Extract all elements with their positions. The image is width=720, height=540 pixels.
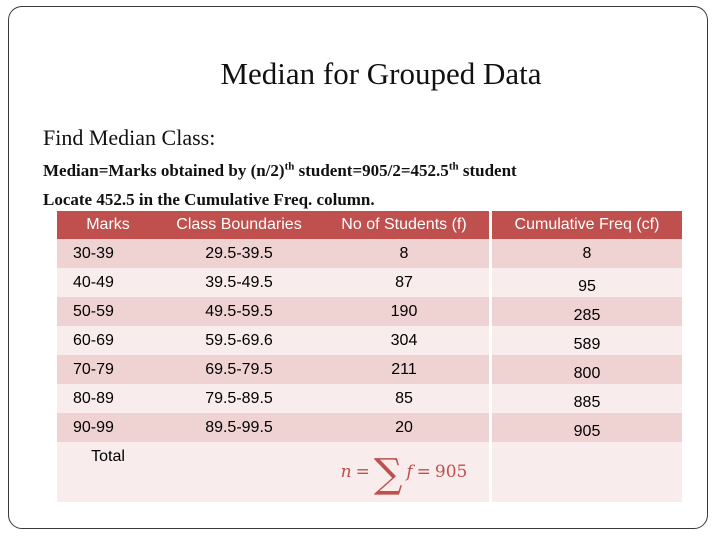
- cell-class-boundaries: 49.5-59.5: [159, 297, 319, 326]
- cell-marks: 30-39: [57, 239, 159, 268]
- cell-cumulative-freq: 285: [491, 297, 683, 326]
- cell-frequency: 87: [319, 268, 491, 297]
- cell-cumulative-freq: 8: [491, 239, 683, 268]
- cell-marks: 70-79: [57, 355, 159, 384]
- sum-formula: n = ∑ f = 905: [340, 451, 468, 497]
- table-row: [57, 413, 682, 442]
- step-heading: Find Median Class:: [43, 125, 216, 150]
- cell-cumulative-freq: 95: [491, 268, 683, 297]
- cell-class-boundaries: 79.5-89.5: [159, 384, 319, 413]
- table-header-row: [57, 211, 682, 239]
- slide-title: Median for Grouped Data: [220, 56, 542, 91]
- header-class-boundaries: Class Boundaries: [159, 211, 319, 239]
- cell-class-boundaries: 59.5-69.6: [159, 326, 319, 355]
- cell-class-boundaries: 69.5-79.5: [159, 355, 319, 384]
- header-marks: Marks: [57, 211, 159, 239]
- header-cumulative-freq: Cumulative Freq (cf): [491, 211, 683, 239]
- cell-frequency: 304: [319, 326, 491, 355]
- cell-marks: 40-49: [57, 268, 159, 297]
- cell-marks: 90-99: [57, 413, 159, 442]
- cell-class-boundaries: 39.5-49.5: [159, 268, 319, 297]
- cell-empty: [159, 442, 319, 502]
- median-position-line: Median=Marks obtained by $(n/2)^{th}$ student=905/2=452.5th student: [43, 160, 517, 180]
- cell-frequency: 211: [319, 355, 491, 384]
- table-row: [57, 297, 682, 326]
- header-no-of-students: No of Students (f): [319, 211, 491, 239]
- table-row: [57, 239, 682, 268]
- cell-frequency: 20: [319, 413, 491, 442]
- cell-frequency: 190: [319, 297, 491, 326]
- cell-class-boundaries: 29.5-39.5: [159, 239, 319, 268]
- frequency-table: [57, 211, 682, 502]
- locate-instruction: Locate 452.5 in the Cumulative Freq. column.: [43, 190, 375, 209]
- cell-class-boundaries: 89.5-99.5: [159, 413, 319, 442]
- cell-cumulative-freq: 800: [491, 355, 683, 384]
- cell-total-label: Total: [57, 442, 159, 502]
- cell-marks: 60-69: [57, 326, 159, 355]
- table-row: [57, 384, 682, 413]
- sigma-icon: ∑: [373, 451, 403, 497]
- table-row: [57, 268, 682, 297]
- cell-frequency: 8: [319, 239, 491, 268]
- cell-marks: 80-89: [57, 384, 159, 413]
- cell-cumulative-freq: 905: [491, 413, 683, 442]
- table-row: [57, 326, 682, 355]
- cell-total-formula: [319, 442, 491, 502]
- cell-cumulative-freq: 885: [491, 384, 683, 413]
- total-row: [57, 442, 682, 502]
- cell-marks: 50-59: [57, 297, 159, 326]
- cell-frequency: 85: [319, 384, 491, 413]
- cell-cumulative-freq: 589: [491, 326, 683, 355]
- cell-empty: [491, 442, 683, 502]
- table-row: [57, 355, 682, 384]
